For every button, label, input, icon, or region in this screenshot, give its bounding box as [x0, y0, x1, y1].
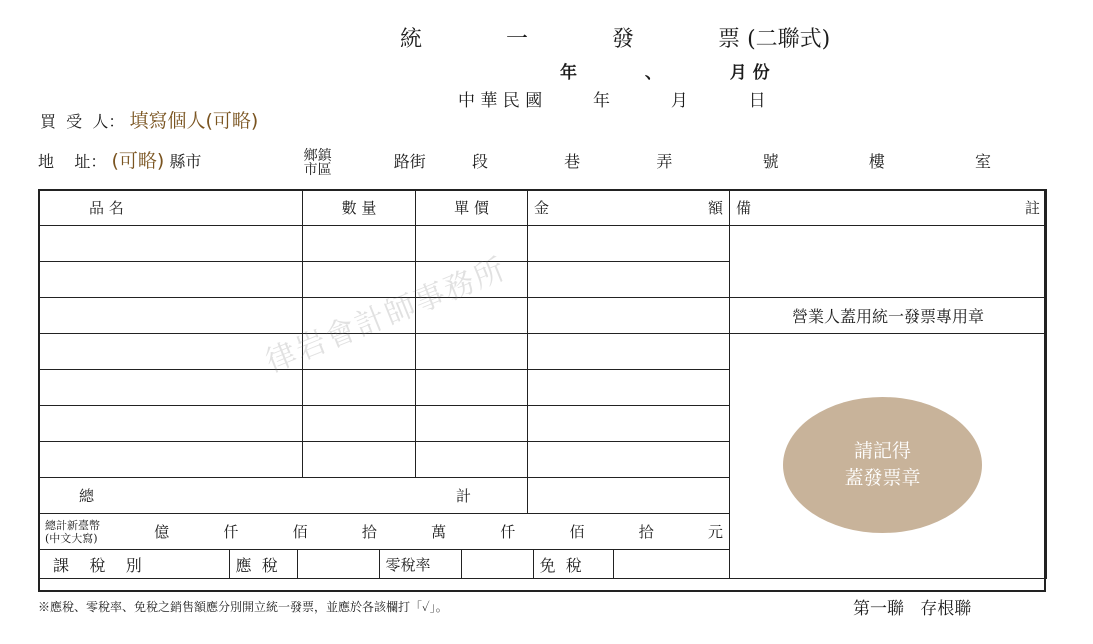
town-bottom: 市區	[303, 161, 332, 178]
unit-wan: 萬	[431, 523, 447, 541]
buyer-row	[40, 106, 258, 133]
title-char: 統	[400, 27, 423, 52]
unit-yuan: 元	[707, 523, 723, 541]
unit-shi: 拾	[361, 523, 377, 541]
town-top: 鄉鎮	[303, 147, 332, 164]
address-floor: 樓	[868, 152, 885, 171]
col-price: 單 價	[416, 190, 528, 226]
unit-shi: 拾	[638, 523, 654, 541]
date-line	[458, 86, 766, 111]
exempt-label: 免 稅	[533, 550, 613, 578]
title-char: 票	[718, 27, 741, 52]
tax-type-label: 課 稅 別	[39, 550, 229, 578]
price-cell[interactable]	[416, 334, 528, 370]
tax-cell	[39, 550, 730, 579]
copy-label: 第一聯 存根聯	[853, 599, 972, 619]
item-cell[interactable]	[39, 370, 303, 406]
watermark: 律岩會計師事務所	[260, 251, 512, 380]
address-road: 路街	[393, 152, 426, 171]
qty-cell[interactable]	[303, 406, 416, 442]
year-month-line	[560, 58, 770, 83]
date-prefix: 中 華 民 國	[458, 91, 543, 111]
nt-label	[45, 519, 100, 545]
nt-label-bottom: (中文大寫)	[45, 531, 98, 545]
year-label: 年	[560, 63, 577, 83]
nt-label-top: 總計新臺幣	[45, 518, 100, 532]
amount-cell[interactable]	[528, 226, 730, 262]
price-cell[interactable]	[416, 442, 528, 478]
address-label: 地 址：	[38, 152, 107, 171]
price-cell[interactable]	[416, 370, 528, 406]
col-qty: 數 量	[303, 190, 416, 226]
dot-separator: 、	[644, 63, 662, 83]
item-cell[interactable]	[39, 226, 303, 262]
note-cell[interactable]	[730, 226, 1047, 298]
total-left: 總	[79, 487, 95, 505]
address-number: 號	[762, 152, 779, 171]
qty-cell[interactable]	[303, 370, 416, 406]
col-note-start: 備	[736, 199, 752, 217]
address-row	[38, 146, 1048, 177]
price-cell[interactable]	[416, 406, 528, 442]
unit-qian: 仟	[223, 523, 239, 541]
qty-cell[interactable]	[303, 442, 416, 478]
total-label-cell	[39, 478, 528, 514]
amount-cell[interactable]	[528, 370, 730, 406]
seal-line2: 蓋發票章	[844, 467, 921, 489]
exempt-check[interactable]	[613, 550, 729, 578]
amount-cell[interactable]	[528, 298, 730, 334]
item-cell[interactable]	[39, 442, 303, 478]
col-note	[730, 190, 1047, 226]
chinese-total-cell	[39, 514, 730, 550]
amount-cell[interactable]	[528, 262, 730, 298]
taxable-label: 應 稅	[229, 550, 297, 578]
address-town	[304, 149, 332, 177]
table-row	[39, 334, 1047, 370]
total-amount-cell[interactable]	[528, 478, 730, 514]
unit-yi: 億	[154, 523, 170, 541]
stamp-label: 營業人蓋用統一發票專用章	[730, 298, 1047, 334]
table-row	[39, 298, 1047, 334]
total-right: 計	[455, 487, 471, 505]
zero-tax-check[interactable]	[461, 550, 533, 578]
title-char: 一	[506, 27, 529, 52]
date-day: 日	[748, 91, 766, 111]
unit-bai: 佰	[569, 523, 585, 541]
address-alley: 弄	[656, 152, 673, 171]
address-value[interactable]: (可略)	[111, 150, 165, 172]
col-amount	[528, 190, 730, 226]
amount-cell[interactable]	[528, 406, 730, 442]
seal-reminder	[783, 397, 982, 533]
col-item: 品 名	[39, 190, 303, 226]
unit-bai: 佰	[292, 523, 308, 541]
col-amount-start: 金	[534, 199, 550, 217]
col-note-end: 註	[1024, 199, 1040, 217]
item-cell[interactable]	[39, 298, 303, 334]
date-year: 年	[593, 91, 611, 111]
address-lane: 巷	[564, 152, 581, 171]
invoice-title	[400, 22, 830, 53]
col-amount-end: 額	[707, 199, 723, 217]
buyer-label: 買 受 人：	[40, 112, 125, 131]
item-cell[interactable]	[39, 406, 303, 442]
header-row	[39, 190, 1047, 226]
buyer-value[interactable]: 填寫個人(可略)	[129, 110, 259, 132]
address-county: 縣市	[169, 152, 202, 171]
tax-table	[39, 550, 729, 578]
address-section: 段	[471, 152, 488, 171]
amount-cell[interactable]	[528, 334, 730, 370]
date-month: 月	[670, 91, 688, 111]
item-cell[interactable]	[39, 262, 303, 298]
title-suffix: (二聯式)	[747, 27, 831, 52]
table-row	[39, 226, 1047, 262]
zero-tax-label: 零稅率	[379, 550, 461, 578]
seal-line1: 請記得	[853, 440, 911, 462]
unit-qian: 仟	[500, 523, 516, 541]
address-room: 室	[974, 152, 991, 171]
footnote: ※應稅、零稅率、免稅之銷售額應分別開立統一發票，並應於各該欄打「✓」。	[38, 600, 448, 614]
title-char: 發	[612, 27, 635, 52]
amount-cell[interactable]	[528, 442, 730, 478]
qty-cell[interactable]	[303, 226, 416, 262]
month-label: 月 份	[729, 63, 770, 83]
taxable-check[interactable]	[297, 550, 379, 578]
